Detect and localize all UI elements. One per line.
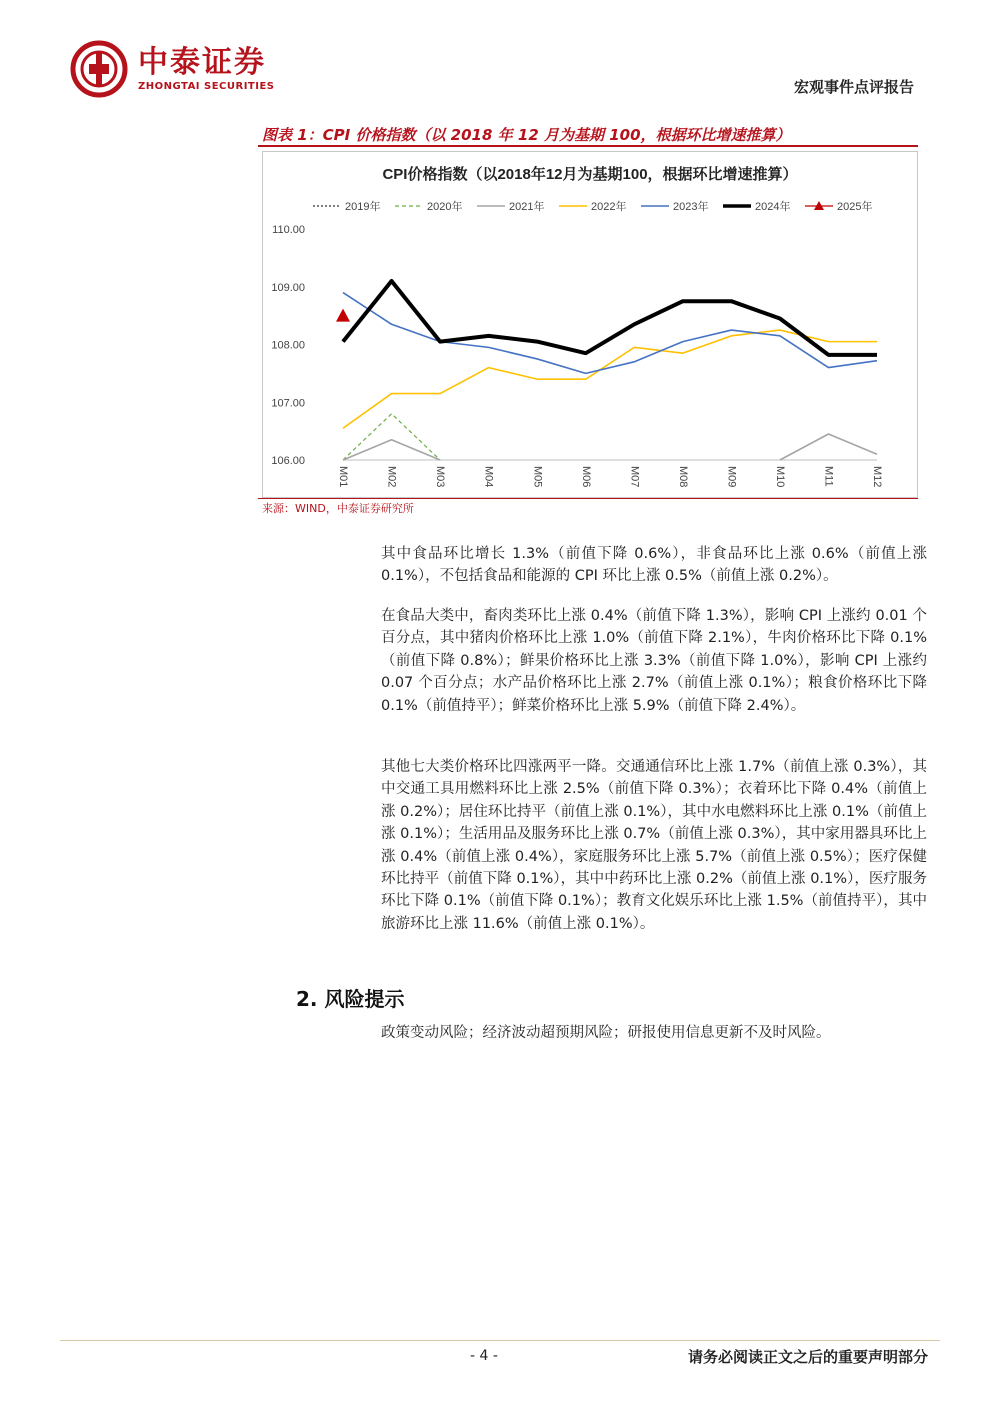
x-tick-label: M08 — [676, 466, 689, 488]
y-tick-label: 110.00 — [272, 224, 305, 236]
x-tick-label: M10 — [774, 466, 787, 488]
legend-label: 2021年 — [509, 201, 545, 213]
figure-bottom-rule — [258, 498, 918, 499]
x-tick-label: M12 — [871, 466, 884, 488]
paragraph-risk: 政策变动风险；经济波动超预期风险；研报使用信息更新不及时风险。 — [381, 1025, 831, 1041]
chart-title: CPI价格指数（以2018年12月为基期100，根据环比增速推算） — [382, 166, 798, 183]
footer-rule — [60, 1340, 940, 1341]
page-number: - 4 - — [470, 1348, 498, 1364]
legend-label: 2020年 — [427, 201, 463, 213]
company-logo — [70, 40, 275, 98]
paragraph-food: 其中食品环比增长 1.3%（前值下降 0.6%），非食品环比上涨 0.6%（前值上涨 0.1%），不包括食品和能源的 CPI 环比上涨 0.5%（前值上涨 0.2%）。 — [381, 546, 927, 585]
x-tick-label: M07 — [628, 466, 641, 488]
legend-label: 2022年 — [591, 201, 627, 213]
figure-caption: 图表 1：CPI 价格指数（以 2018 年 12 月为基期 100，根据环比增速推算） — [262, 126, 791, 144]
section-title-risk: 2. 风险提示 — [296, 987, 405, 1011]
report-type-label: 宏观事件点评报告 — [793, 78, 914, 96]
cpi-chart — [262, 151, 918, 498]
series-line — [343, 281, 877, 355]
series-line — [343, 330, 877, 428]
x-tick-label: M03 — [434, 466, 447, 488]
x-tick-label: M02 — [385, 466, 398, 488]
logo-english-name: ZHONGTAI SECURITIES — [138, 80, 275, 92]
x-tick-label: M05 — [531, 466, 544, 488]
x-tick-label: M06 — [579, 466, 592, 488]
paragraph-other-categories: 其他七大类价格环比四涨两平一降。交通通信环比上涨 1.7%（前值上涨 0.3%），其中交通工具用燃料环比上涨 2.5%（前值下降 0.3%）；衣着环比下降 0.4%（前值上涨 0.2%）；居住环比持平（前值上涨 0.1%），其中水电燃料环比上涨 0.1%（前值上涨 0.1%）；生活用品及服务环比上涨 0.7%（前值上涨 0.3%），其中家用器具环比上涨 0.4%（前值上涨 0.4%），家庭服务环比上涨 5.7%（前值上涨 0.5%）；医疗保健环比持平（前值下降 0.1%），其中中药环比上涨 0.2%（前值上涨 0.1%），医疗服务环比下降 0.1%（前值下降 0.1%）；教育文化娱乐环比上涨 1.5%（前值持平），其中旅游环比上涨 11.6%（前值上涨 0.1%）。 — [381, 759, 927, 932]
zhongtai-logo-icon — [70, 40, 128, 98]
y-tick-label: 106.00 — [271, 455, 305, 467]
series-layer — [336, 281, 877, 460]
x-tick-label: M09 — [725, 466, 738, 488]
figure-source: 来源：WIND，中泰证券研究所 — [262, 502, 414, 515]
cpi-chart-svg — [263, 152, 917, 497]
series-2025-point — [336, 309, 350, 322]
paragraph-food-detail: 在食品大类中，畜肉类环比上涨 0.4%（前值下降 1.3%），影响 CPI 上涨约 0.01 个百分点，其中猪肉价格环比上涨 1.0%（前值下降 2.1%），牛肉价格环比下降 0.1%（前值下降 0.8%）；鲜果价格环比上涨 3.3%（前值下降 1.0%），影响 CPI 上涨约 0.07 个百分点；水产品价格环比上涨 2.7%（前值上涨 0.1%）；粮食价格环比下降 0.1%（前值持平）；鲜菜价格环比上涨 5.9%（前值下降 2.4%）。 — [381, 608, 927, 714]
x-tick-label: M01 — [337, 466, 350, 488]
footer-disclaimer: 请务必阅读正文之后的重要声明部分 — [687, 1348, 928, 1366]
x-tick-label: M11 — [822, 466, 835, 487]
y-tick-label: 107.00 — [271, 397, 305, 410]
y-tick-label: 108.00 — [271, 339, 305, 352]
y-tick-label: 109.00 — [271, 281, 305, 294]
legend-label: 2019年 — [345, 201, 381, 213]
legend-label: 2023年 — [673, 201, 709, 213]
legend-label: 2024年 — [755, 201, 791, 213]
y-axis — [271, 224, 305, 467]
figure-top-rule — [258, 145, 918, 147]
legend-label: 2025年 — [837, 201, 873, 213]
logo-chinese-name: 中泰证券 — [138, 44, 266, 80]
chart-legend — [313, 199, 872, 213]
series-line — [343, 440, 440, 460]
x-axis — [337, 460, 883, 487]
series-line — [780, 434, 877, 460]
x-tick-label: M04 — [482, 466, 495, 488]
